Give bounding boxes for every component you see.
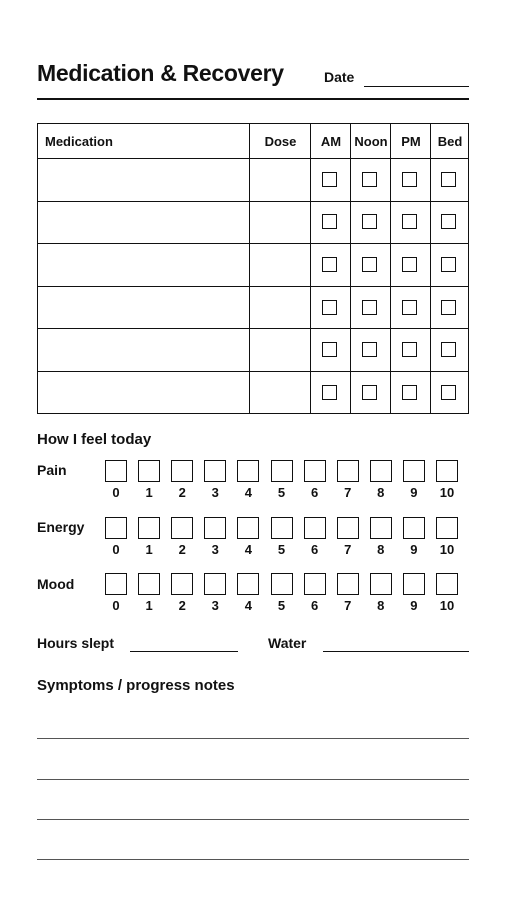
column-divider [310, 124, 311, 413]
scale-box-energy[interactable] [204, 517, 226, 539]
scale-number: 5 [277, 598, 286, 613]
notes-line[interactable] [37, 738, 469, 739]
checkbox-pm[interactable] [402, 172, 417, 187]
dose-cell[interactable] [250, 201, 310, 244]
scale-box-pain[interactable] [337, 460, 359, 482]
notes-title: Symptoms / progress notes [37, 677, 235, 694]
column-header-medication: Medication [45, 134, 113, 149]
water-field[interactable] [323, 651, 469, 652]
dose-cell[interactable] [250, 371, 310, 414]
date-label: Date [324, 69, 355, 85]
medication-name-cell[interactable] [38, 371, 249, 414]
scale-box-mood[interactable] [237, 573, 259, 595]
checkbox-noon[interactable] [362, 257, 377, 272]
column-header-dose: Dose [264, 134, 297, 149]
checkbox-noon[interactable] [362, 385, 377, 400]
scale-box-energy[interactable] [271, 517, 293, 539]
scale-box-pain[interactable] [105, 460, 127, 482]
scale-box-mood[interactable] [204, 573, 226, 595]
scale-number: 10 [439, 485, 455, 500]
scale-box-pain[interactable] [304, 460, 326, 482]
scale-number: 3 [211, 485, 219, 500]
checkbox-am[interactable] [322, 385, 337, 400]
checkbox-am[interactable] [322, 172, 337, 187]
scale-number: 7 [344, 485, 352, 500]
date-field[interactable] [364, 86, 469, 87]
scale-label-energy: Energy [37, 519, 85, 535]
scale-number: 8 [377, 485, 385, 500]
checkbox-noon[interactable] [362, 342, 377, 357]
checkbox-noon[interactable] [362, 300, 377, 315]
header-divider [37, 98, 469, 100]
notes-line[interactable] [37, 859, 469, 860]
scale-box-energy[interactable] [436, 517, 458, 539]
scale-box-mood[interactable] [138, 573, 160, 595]
scale-box-mood[interactable] [337, 573, 359, 595]
checkbox-bed[interactable] [441, 300, 456, 315]
scale-number: 5 [277, 485, 286, 500]
scale-number: 3 [211, 598, 219, 613]
scale-number: 6 [310, 485, 319, 500]
scale-number: 7 [344, 542, 352, 557]
feelings-title: How I feel today [37, 431, 152, 448]
scale-box-energy[interactable] [237, 517, 259, 539]
column-divider [430, 124, 431, 413]
dose-cell[interactable] [250, 243, 310, 286]
scale-box-mood[interactable] [403, 573, 425, 595]
scale-number: 8 [377, 542, 385, 557]
column-header-am: AM [320, 134, 342, 149]
scale-label-pain: Pain [37, 462, 67, 478]
scale-box-mood[interactable] [370, 573, 392, 595]
medication-table [37, 123, 469, 414]
checkbox-am[interactable] [322, 257, 337, 272]
checkbox-pm[interactable] [402, 385, 417, 400]
scale-number: 6 [310, 542, 319, 557]
scale-number: 8 [377, 598, 385, 613]
checkbox-pm[interactable] [402, 300, 417, 315]
page-title: Medication & Recovery [37, 60, 284, 86]
scale-box-mood[interactable] [304, 573, 326, 595]
checkbox-noon[interactable] [362, 172, 377, 187]
scale-box-pain[interactable] [138, 460, 160, 482]
medication-name-cell[interactable] [38, 328, 249, 371]
scale-box-pain[interactable] [237, 460, 259, 482]
notes-line[interactable] [37, 819, 469, 820]
scale-box-pain[interactable] [436, 460, 458, 482]
column-divider [350, 124, 351, 413]
scale-number: 1 [145, 485, 153, 500]
scale-box-pain[interactable] [403, 460, 425, 482]
checkbox-bed[interactable] [441, 385, 456, 400]
column-divider [390, 124, 391, 413]
scale-box-mood[interactable] [436, 573, 458, 595]
dose-cell[interactable] [250, 286, 310, 329]
scale-number: 10 [439, 542, 455, 557]
dose-cell[interactable] [250, 328, 310, 371]
scale-number: 2 [178, 485, 186, 500]
scale-box-pain[interactable] [370, 460, 392, 482]
scale-number: 0 [112, 485, 120, 500]
scale-box-energy[interactable] [370, 517, 392, 539]
scale-number: 1 [145, 598, 153, 613]
scale-number: 2 [178, 598, 186, 613]
medication-name-cell[interactable] [38, 243, 249, 286]
scale-number: 4 [244, 485, 252, 500]
checkbox-bed[interactable] [441, 172, 456, 187]
scale-number: 1 [145, 542, 153, 557]
scale-number: 7 [344, 598, 352, 613]
dose-cell[interactable] [250, 158, 310, 201]
medication-name-cell[interactable] [38, 201, 249, 244]
scale-number: 5 [277, 542, 286, 557]
scale-box-mood[interactable] [171, 573, 193, 595]
scale-number: 9 [410, 542, 418, 557]
scale-number: 0 [112, 542, 120, 557]
scale-number: 0 [112, 598, 120, 613]
checkbox-pm[interactable] [402, 342, 417, 357]
scale-number: 3 [211, 542, 219, 557]
scale-box-pain[interactable] [171, 460, 193, 482]
scale-box-energy[interactable] [403, 517, 425, 539]
scale-number: 4 [244, 598, 252, 613]
checkbox-am[interactable] [322, 214, 337, 229]
checkbox-bed[interactable] [441, 214, 456, 229]
checkbox-pm[interactable] [402, 257, 417, 272]
scale-box-mood[interactable] [105, 573, 127, 595]
scale-number: 2 [178, 542, 186, 557]
column-header-bed: Bed [437, 134, 463, 149]
scale-number: 9 [410, 598, 418, 613]
medication-name-cell[interactable] [38, 286, 249, 329]
scale-number: 9 [410, 485, 418, 500]
checkbox-bed[interactable] [441, 342, 456, 357]
scale-box-energy[interactable] [304, 517, 326, 539]
scale-number: 10 [439, 598, 455, 613]
checkbox-am[interactable] [322, 300, 337, 315]
scale-box-pain[interactable] [271, 460, 293, 482]
scale-box-mood[interactable] [271, 573, 293, 595]
scale-box-energy[interactable] [138, 517, 160, 539]
checkbox-bed[interactable] [441, 257, 456, 272]
checkbox-pm[interactable] [402, 214, 417, 229]
scale-box-energy[interactable] [171, 517, 193, 539]
hours-slept-field[interactable] [130, 651, 238, 652]
checkbox-noon[interactable] [362, 214, 377, 229]
medication-name-cell[interactable] [38, 158, 249, 201]
checkbox-am[interactable] [322, 342, 337, 357]
scale-label-mood: Mood [37, 576, 75, 592]
notes-line[interactable] [37, 779, 469, 780]
scale-number: 4 [244, 542, 252, 557]
scale-box-energy[interactable] [105, 517, 127, 539]
column-header-pm: PM [401, 134, 421, 149]
scale-number: 6 [310, 598, 319, 613]
scale-box-energy[interactable] [337, 517, 359, 539]
hours-slept-label: Hours slept [37, 635, 115, 651]
column-header-noon: Noon [354, 134, 388, 149]
water-label: Water [268, 635, 307, 651]
scale-box-pain[interactable] [204, 460, 226, 482]
